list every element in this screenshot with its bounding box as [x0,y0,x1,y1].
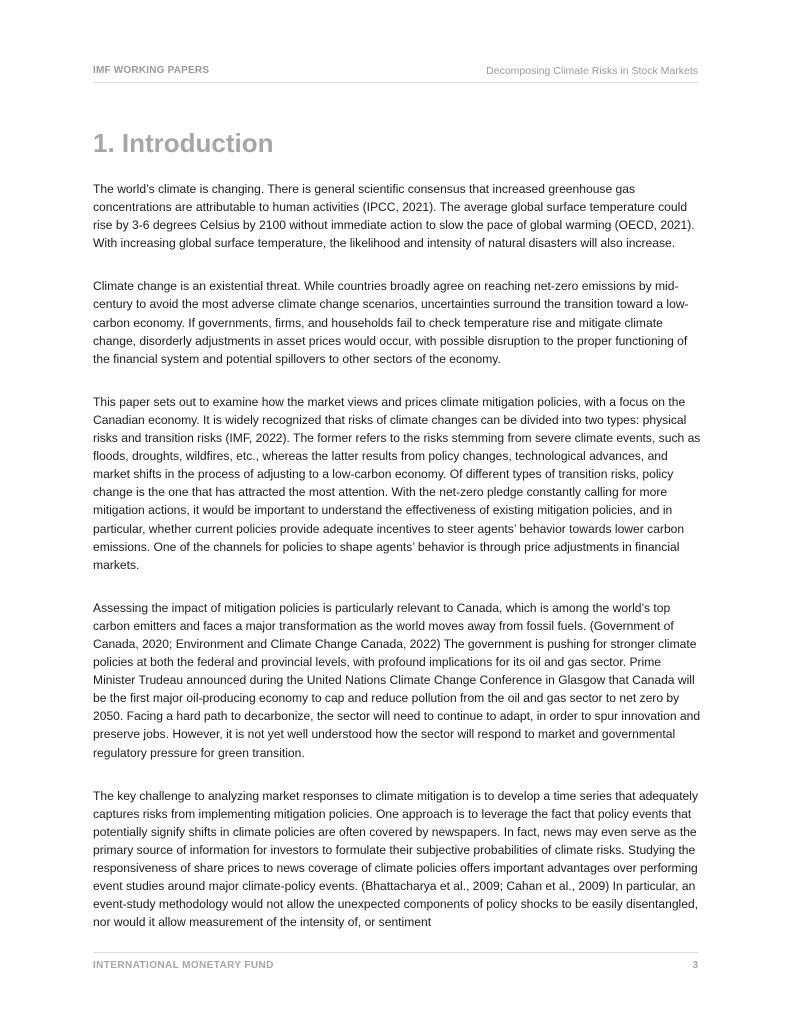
header-series-title: IMF WORKING PAPERS [93,65,210,76]
page-number: 3 [692,960,698,971]
paragraph-4: Assessing the impact of mitigation policies is particularly relevant to Canada, which is among the world’s top carbon emitters and faces a major transformation as the world moves away from fossil fuels. (Government of Canada, 2020; Environment and Climate Change Canada, 2022) The government is pushing for stronger climate policies at both the federal and provincial levels, with profound implications for its oil and gas sector. Prime Minister Trudeau announced during the United Nations Climate Change Conference in Glasgow that Canada will be the first major oil-producing economy to cap and reduce pollution from the oil and gas sector to net zero by 2050. Facing a hard path to decarbonize, the sector will need to continue to adapt, in order to spur innovation and preserve jobs. However, it is not yet well understood how the sector will respond to market and governmental regulatory pressure for green transition. [93,600,701,760]
running-footer [93,952,698,973]
paragraph-5: The key challenge to analyzing market responses to climate mitigation is to develop a time series that adequately captures risks from implementing mitigation policies. One approach is to leverage the fact that policy events that potentially signify shifts in climate policies are often covered by newspapers. In fact, news may even serve as the primary source of information for investors to formulate their subjective probabilities of climate risks. Studying the responsiveness of share prices to news coverage of climate policies offers important advantages over performing event studies around major climate-policy events. (Bhattacharya et al., 2009; Cahan et al., 2009) In particular, an event-study methodology would not allow the unexpected components of policy shocks to be easily disentangled, nor would it allow measurement of the intensity of, or sentiment [93,788,699,930]
running-header [93,64,698,83]
paragraph-3: This paper sets out to examine how the market views and prices climate mitigation policies, with a focus on the Canadian economy. It is widely recognized that risks of climate changes can be divided into two types: physical risks and transition risks (IMF, 2022). The former refers to the risks stemming from severe climate events, such as floods, droughts, wildfires, etc., whereas the latter results from policy changes, technological advances, and market shifts in the process of adjusting to a low-carbon economy. Of different types of transition risks, policy change is the one that has attracted the most attention. With the net-zero pledge constantly calling for more mitigation actions, it would be important to understand the effectiveness of existing mitigation policies, and in particular, whether current policies provide adequate incentives to steer agents’ behavior towards lower carbon emissions. One of the channels for policies to shape agents’ behavior is through price adjustments in financial markets. [93,394,701,572]
paragraph-2: Climate change is an existential threat. While countries broadly agree on reaching net-zero emissions by mid-century to avoid the most adverse climate change scenarios, uncertainties surround the transition toward a low-carbon economy. If governments, firms, and households fail to check temperature rise and mitigate climate change, disorderly adjustments in asset prices would occur, with possible disruption to the proper functioning of the financial system and potential spillovers to other sectors of the economy. [93,279,689,366]
body-text [93,180,701,956]
header-paper-title: Decomposing Climate Risks in Stock Markets [486,65,698,77]
footer-publisher: INTERNATIONAL MONETARY FUND [93,960,274,971]
paragraph-1: The world’s climate is changing. There is general scientific consensus that increased greenhouse gas concentrations are attributable to human activities (IPCC, 2021). The average global surface temperature could rise by 3-6 degrees Celsius by 2100 without immediate action to slow the pace of global warming (OECD, 2021). With increasing global surface temperature, the likelihood and intensity of natural disasters will also increase. [93,182,695,251]
section-title: 1. Introduction [93,128,274,158]
